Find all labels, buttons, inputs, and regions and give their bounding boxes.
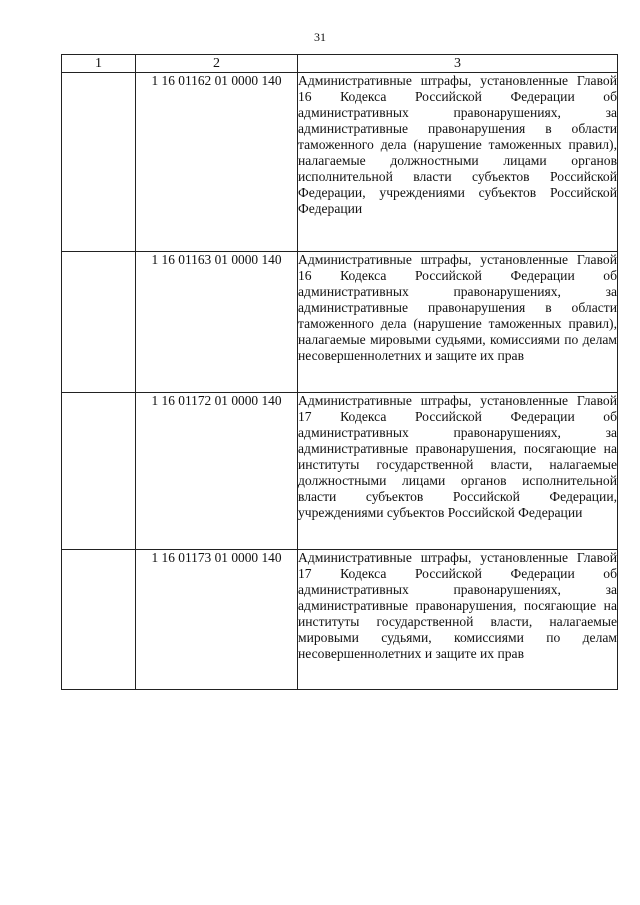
table-row: [62, 73, 618, 252]
description-text: Административные штрафы, установленные Главой 17 Кодекса Российской Федерации об административных правонарушениях, за административные правонарушения, посягающие на институты государственной власти, налагаемые мировыми судьями, комиссиями по делам несовершеннолетних и защите их прав: [298, 550, 617, 661]
row-number-cell: [62, 393, 136, 550]
row-number-cell: [62, 252, 136, 393]
budget-code-cell: 1 16 01162 01 0000 140: [136, 73, 298, 252]
table-row: [62, 550, 618, 690]
column-header-1: 1: [62, 55, 136, 73]
page-number: 31: [314, 30, 326, 44]
budget-code-cell: 1 16 01172 01 0000 140: [136, 393, 298, 550]
description-cell: [298, 393, 618, 550]
budget-code-cell: 1 16 01163 01 0000 140: [136, 252, 298, 393]
budget-code-cell: 1 16 01173 01 0000 140: [136, 550, 298, 690]
description-cell: [298, 550, 618, 690]
row-number-cell: [62, 73, 136, 252]
budget-codes-table: [61, 54, 618, 690]
description-text: Административные штрафы, установленные Главой 16 Кодекса Российской Федерации об административных правонарушениях, за административные правонарушения в области таможенного дела (нарушение таможенных правил), налагаемые должностными лицами органов исполнительной власти субъектов Российской Федерации, учреждениями субъектов Российской Федерации: [298, 73, 617, 216]
table-row: [62, 252, 618, 393]
description-cell: [298, 252, 618, 393]
description-cell: [298, 73, 618, 252]
table-row: [62, 393, 618, 550]
description-text: Административные штрафы, установленные Главой 16 Кодекса Российской Федерации об административных правонарушениях, за административные правонарушения в области таможенного дела (нарушение таможенных правил), налагаемые мировыми судьями, комиссиями по делам несовершеннолетних и защите их прав: [298, 252, 617, 363]
description-text: Административные штрафы, установленные Главой 17 Кодекса Российской Федерации об административных правонарушениях, за административные правонарушения, посягающие на институты государственной власти, налагаемые должностными лицами органов исполнительной власти субъектов Российской Федерации, учреждениями субъектов Российской Федерации: [298, 393, 617, 520]
column-header-2: 2: [136, 55, 298, 73]
column-header-3: 3: [298, 55, 618, 73]
row-number-cell: [62, 550, 136, 690]
table-header-row: [62, 55, 618, 73]
